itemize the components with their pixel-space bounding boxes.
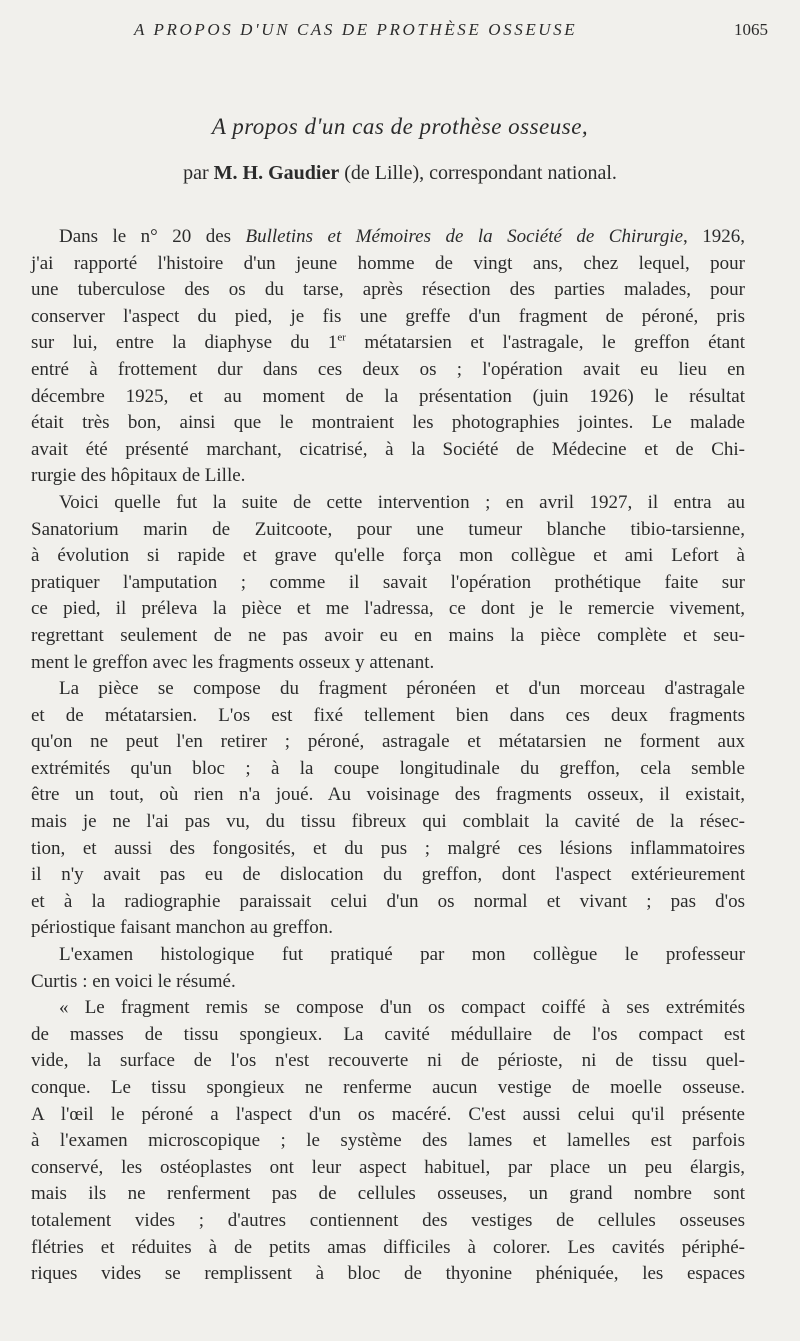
byline <box>0 162 800 185</box>
text-line: « Le fragment remis se compose d'un os compact coiffé à ses extrémités <box>59 997 745 1019</box>
text-line: flétries et réduites à de petits amas difficiles à colorer. Les cavités périphé- <box>31 1236 745 1258</box>
text-line: entré à frottement dur dans ces deux os ; l'opération avait eu lieu en <box>31 358 745 380</box>
article-title: A propos d'un cas de prothèse osseuse, <box>211 114 589 139</box>
text-line: totalement vides ; d'autres contiennent des vestiges de cellules osseuses <box>31 1209 745 1231</box>
text-line: pratiquer l'amputation ; comme il savait l'opération prothétique faite sur <box>31 571 745 593</box>
text-line: ce pied, il préleva la pièce et me l'adressa, ce dont je le remercie vivement, <box>31 598 745 620</box>
byline-prefix: par <box>183 162 209 184</box>
text-fragment: sur lui, entre la diaphyse du 1 <box>31 332 338 354</box>
text-line: vide, la surface de l'os n'est recouverte ni de périoste, ni de tissu quel- <box>31 1050 745 1072</box>
byline-suffix: (de Lille), correspondant national. <box>344 162 617 184</box>
paragraph-4 <box>31 942 745 995</box>
text-line: Curtis : en voici le résumé. <box>31 970 236 992</box>
superscript: er <box>337 332 346 345</box>
text-line: riques vides se remplissent à bloc de thyonine phéniquée, les espaces <box>31 1263 745 1285</box>
paragraph-1 <box>31 224 745 490</box>
text-line: de masses de tissu spongieux. La cavité médullaire de l'os compact est <box>31 1023 745 1045</box>
text-line: conserver l'aspect du pied, je fis une greffe d'un fragment de péroné, pris <box>31 305 745 327</box>
text-line: Sanatorium marin de Zuitcoote, pour une tumeur blanche tibio-tarsienne, <box>31 518 745 540</box>
text-line: à évolution si rapide et grave qu'elle força mon collègue et ami Lefort à <box>31 545 745 567</box>
journal-title: Bulletins et Mémoires de la Société de Chirurgie <box>245 226 684 247</box>
author-name: M. H. Gaudier <box>213 162 340 184</box>
text-line: une tuberculose des os du tarse, après résection des parties malades, pour <box>31 279 745 301</box>
text-fragment: Dans le n° 20 des <box>59 226 232 247</box>
text-line: Voici quelle fut la suite de cette intervention ; en avril 1927, il entra au <box>59 491 745 513</box>
text-line: j'ai rapporté l'histoire d'un jeune homme de vingt ans, chez lequel, pour <box>31 252 745 274</box>
article-body <box>31 224 745 1288</box>
text-line: décembre 1925, et au moment de la présentation (juin 1926) le résultat <box>31 385 745 407</box>
running-title: A PROPOS D'UN CAS DE PROTHÈSE OSSEUSE <box>134 20 578 39</box>
text-line: qu'on ne peut l'en retirer ; péroné, astragale et métatarsien ne forment aux <box>31 731 745 753</box>
running-header <box>0 20 800 46</box>
text-line: être un tout, où rien n'a joué. Au voisinage des fragments osseux, il existait, <box>31 784 745 806</box>
page-number: 1065 <box>734 20 768 39</box>
paragraph-5 <box>31 995 745 1288</box>
text-line: A l'œil le péroné a l'aspect d'un os macéré. C'est aussi celui qu'il présente <box>31 1103 745 1125</box>
text-line: L'examen histologique fut pratiqué par mon collègue le professeur <box>59 944 745 966</box>
text-line: conservé, les ostéoplastes ont leur aspect habituel, par place un peu élargis, <box>31 1156 745 1178</box>
paragraph-2 <box>31 490 745 676</box>
paragraph-3 <box>31 676 745 942</box>
text-line: La pièce se compose du fragment péronéen et d'un morceau d'astragale <box>59 678 745 700</box>
text-fragment: , 1926, <box>683 226 746 247</box>
text-line: ment le greffon avec les fragments osseux y attenant. <box>31 651 435 673</box>
text-line: et à la radiographie paraissait celui d'un os normal et vivant ; pas d'os <box>31 890 745 912</box>
text-line: avait été présenté marchant, cicatrisé, à la Société de Médecine et de Chi- <box>31 438 745 460</box>
text-line: conque. Le tissu spongieux ne renferme aucun vestige de moelle osseuse. <box>31 1077 745 1098</box>
text-line: à l'examen microscopique ; le système des lames et lamelles est parfois <box>31 1130 745 1152</box>
text-line: mais ils ne renferment pas de cellules osseuses, un grand nombre sont <box>31 1183 745 1205</box>
text-line: périostique faisant manchon au greffon. <box>31 917 333 939</box>
text-line: était très bon, ainsi que le montraient les photographies jointes. Le malade <box>31 412 745 434</box>
text-line <box>31 224 745 251</box>
text-line: et de métatarsien. L'os est fixé tellement bien dans ces deux fragments <box>31 704 745 726</box>
text-line <box>31 330 745 357</box>
text-line: extrémités qu'un bloc ; à la coupe longitudinale du greffon, cela semble <box>31 757 745 779</box>
text-line: mais je ne l'ai pas vu, du tissu fibreux qui comblait la cavité de la résec- <box>31 811 745 833</box>
text-line: tion, et aussi des fongosités, et du pus ; malgré ces lésions inflammatoires <box>31 837 745 859</box>
text-line: rurgie des hôpitaux de Lille. <box>31 465 246 487</box>
text-line: regrettant seulement de ne pas avoir eu en mains la pièce complète et seu- <box>31 624 745 646</box>
text-line: il n'y avait pas eu de dislocation du greffon, dont l'aspect extérieurement <box>31 864 745 886</box>
text-fragment: métatarsien et l'astragale, le greffon étant <box>345 332 745 354</box>
